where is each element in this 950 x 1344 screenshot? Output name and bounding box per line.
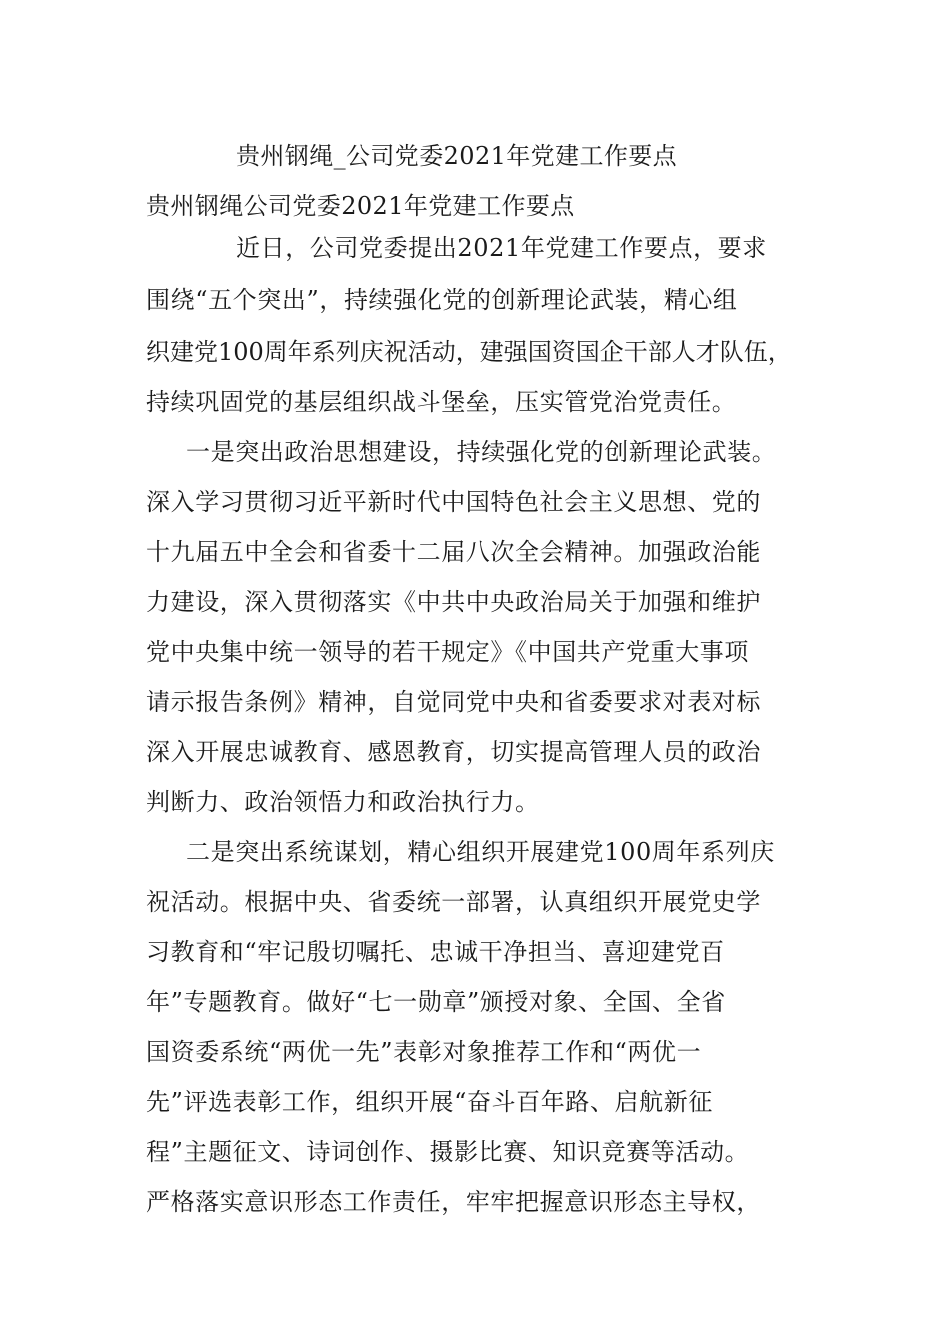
body-line: 力建设，深入贯彻落实《中共中央政治局关于加强和维护: [146, 588, 761, 616]
body-line: 严格落实意识形态工作责任，牢牢把握意识形态主导权，: [146, 1188, 761, 1216]
body-line: 十九届五中全会和省委十二届八次全会精神。加强政治能: [146, 538, 761, 566]
body-line: 党中央集中统一领导的若干规定》《中国共产党重大事项: [146, 638, 749, 666]
body-line: 织建党100周年系列庆祝活动，建强国资国企干部人才队伍，: [146, 338, 792, 366]
body-line: 持续巩固党的基层组织战斗堡垒，压实管党治党责任。: [146, 388, 737, 416]
document-subtitle: 贵州钢绳公司党委2021年党建工作要点: [146, 192, 575, 220]
body-line: 祝活动。根据中央、省委统一部署，认真组织开展党史学: [146, 888, 761, 916]
body-line: 二是突出系统谋划，精心组织开展建党100周年系列庆: [186, 838, 775, 866]
body-line: 近日，公司党委提出2021年党建工作要点，要求: [236, 234, 767, 262]
body-line: 先”评选表彰工作，组织开展“奋斗百年路、启航新征: [146, 1088, 713, 1116]
body-line: 程”主题征文、诗词创作、摄影比赛、知识竞赛等活动。: [146, 1138, 750, 1166]
body-line: 判断力、政治领悟力和政治执行力。: [146, 788, 540, 816]
body-line: 国资委系统“两优一先”表彰对象推荐工作和“两优一: [146, 1038, 702, 1066]
body-line: 请示报告条例》精神，自觉同党中央和省委要求对表对标: [146, 688, 761, 716]
body-line: 习教育和“牢记殷切嘱托、忠诚干净担当、喜迎建党百: [146, 938, 725, 966]
body-line: 围绕“五个突出”，持续强化党的创新理论武装，精心组: [146, 286, 738, 314]
body-line: 一是突出政治思想建设，持续强化党的创新理论武装。: [186, 438, 777, 466]
body-line: 深入学习贯彻习近平新时代中国特色社会主义思想、党的: [146, 488, 761, 516]
body-line: 年”专题教育。做好“七一勋章”颁授对象、全国、全省: [146, 988, 726, 1016]
body-line: 深入开展忠诚教育、感恩教育，切实提高管理人员的政治: [146, 738, 761, 766]
document-title: 贵州钢绳_公司党委2021年党建工作要点: [236, 142, 678, 170]
